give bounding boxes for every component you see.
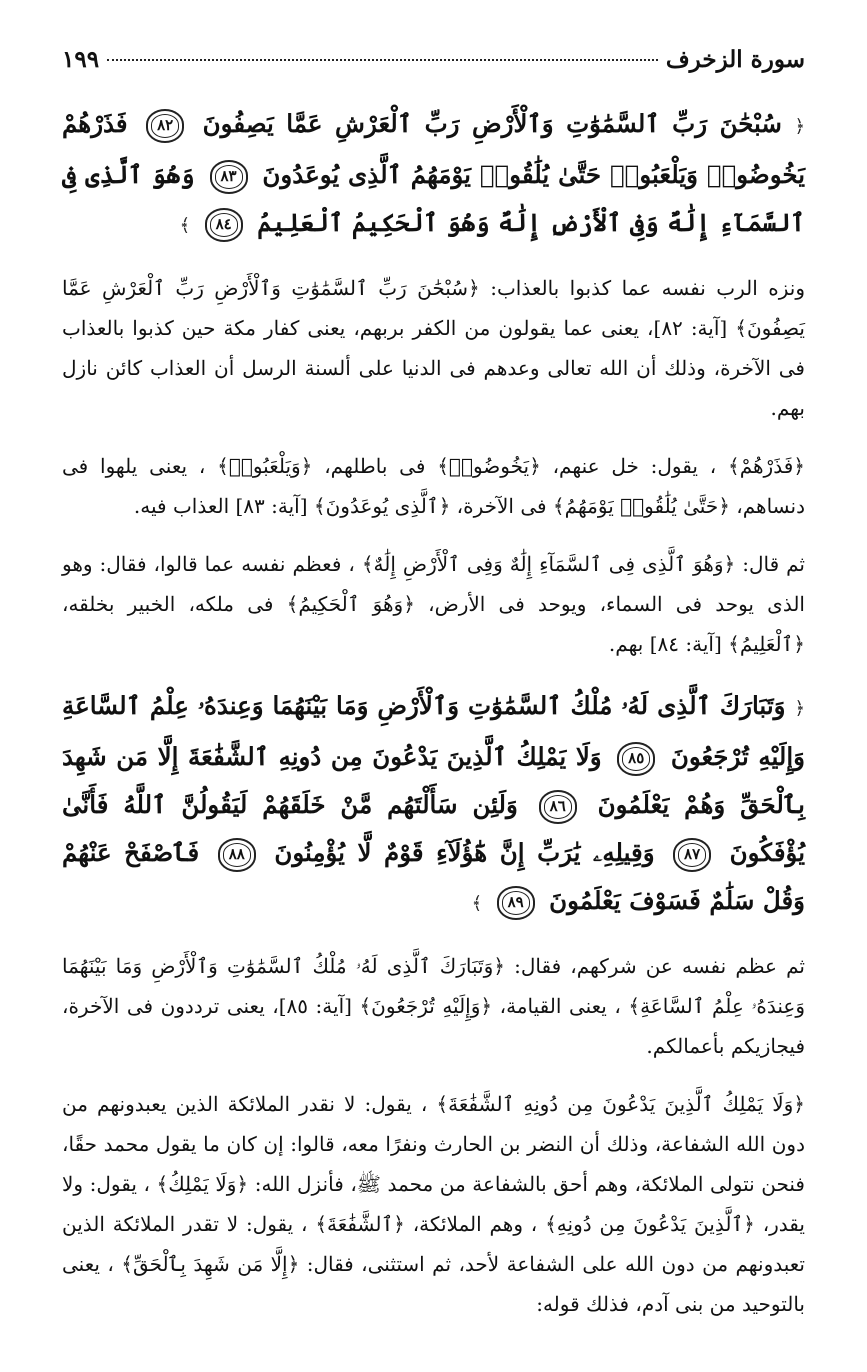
quran-verse-text: وَتَبَارَكَ ٱلَّذِى لَهُۥ مُلْكُ ٱلسَّمَٰوَٰتِ وَٱلْأَرْضِ وَمَا بَيْنَهُمَا وَعِندَهُۥ عِلْمُ ٱلسَّاعَةِ وَإِلَيْهِ تُرْجَعُونَ — [62, 691, 805, 771]
quran-verse-text: وَلَا يَمْلِكُ ٱلَّذِينَ يَدْعُونَ مِن دُونِهِ ٱلشَّفَٰعَةَ إِلَّا مَن شَهِدَ بِٱلْحَقِّ وَهُمْ يَعْلَمُونَ — [62, 742, 805, 819]
ayah-number-marker: ٨٣ — [210, 160, 248, 194]
header-leader-dots — [107, 59, 658, 61]
tafsir-paragraph — [62, 1084, 805, 1324]
ornate-bracket: ﴿ — [794, 698, 805, 719]
ornate-bracket: ﴾ — [471, 893, 483, 914]
tafsir-paragraph — [62, 544, 805, 664]
ayah-number-marker: ٨٢ — [146, 109, 184, 143]
quran-verse-text: وَقِيلِهِۦ يَٰرَبِّ إِنَّ هَٰٓؤُلَآءِ قَوْمٌ لَّا يُؤْمِنُونَ — [274, 838, 655, 867]
page-number: ١٩٩ — [62, 46, 100, 73]
quran-verse-text: وَلَئِن سَأَلْتَهُم مَّنْ خَلَقَهُمْ لَيَقُولُنَّ ٱللَّهُ فَأَنَّىٰ يُؤْفَكُونَ — [62, 790, 806, 867]
ayah-number-marker: ٨٩ — [497, 886, 535, 920]
page-body — [62, 100, 805, 1342]
ayah-number-marker: ٨٨ — [218, 838, 256, 872]
tafsir-text: ثم قال: ﴿وَهُوَ ٱلَّذِى فِى ٱلسَّمَآءِ إِلَٰهٌ وَفِى ٱلْأَرْضِ إِلَٰهٌ﴾ ، فعظم نفسه عما قالوا، فقال: وهو الذى يوحد فى السماء، ويوحد فى الأرض، ﴿وَهُوَ ٱلْحَكِيمُ﴾ فى ملكه، الخبير بخلقه، ﴿ٱلْعَلِيمُ﴾ [آية: ٨٤] بهم. — [62, 552, 805, 656]
ayah-number-marker: ٨٧ — [673, 838, 711, 872]
quran-verse-text: فَذَرْهُمْ يَخُوضُوا۟ وَيَلْعَبُوا۟ حَتَّىٰ يُلَٰقُوا۟ يَوْمَهُمُ ٱلَّذِى يُوعَدُونَ — [62, 109, 806, 189]
ayah-number-marker: ٨٦ — [539, 790, 577, 824]
tafsir-text: ثم عظم نفسه عن شركهم، فقال: ﴿وَتَبَارَكَ ٱلَّذِى لَهُۥ مُلْكُ ٱلسَّمَٰوَٰتِ وَٱلْأَرْضِ وَمَا بَيْنَهُمَا وَعِندَهُۥ عِلْمُ ٱلسَّاعَةِ﴾ ، يعنى القيامة، ﴿وَإِلَيْهِ تُرْجَعُونَ﴾ [آية: ٨٥]، يعنى ترددون فى الآخرة، فيجازيكم بأعمالكم. — [62, 954, 805, 1058]
quran-verse-text: فَٱصْفَحْ عَنْهُمْ وَقُلْ سَلَٰمٌ فَسَوْفَ يَعْلَمُونَ — [62, 838, 805, 915]
ayah-number-marker: ٨٤ — [205, 208, 243, 242]
tafsir-text: ﴿فَذَرْهُمْ﴾ ، يقول: خل عنهم، ﴿يَخُوضُوا۟﴾ فى باطلهم، ﴿وَيَلْعَبُوا۟﴾ ، يعنى يلهوا فى دنساهم، ﴿حَتَّىٰ يُلَٰقُوا۟ يَوْمَهُمُ﴾ فى الآخرة، ﴿ٱلَّذِى يُوعَدُونَ﴾ [آية: ٨٣] العذاب فيه. — [62, 454, 805, 518]
surah-title: سورة الزخرف — [665, 46, 805, 73]
ornate-bracket: ﴿ — [794, 116, 806, 137]
quran-verse-text: سُبْحَٰنَ رَبِّ ٱلسَّمَٰوَٰتِ وَٱلْأَرْضِ رَبِّ ٱلْعَرْشِ عَمَّا يَصِفُونَ — [202, 109, 782, 138]
ornate-bracket: ﴾ — [179, 215, 191, 236]
tafsir-text: ﴿وَلَا يَمْلِكُ ٱلَّذِينَ يَدْعُونَ مِن دُونِهِ ٱلشَّفَٰعَةَ﴾ ، يقول: لا نقدر الملائكة الذين يعبدونهم من دون الله الشفاعة، وذلك أن النضر بن الحارث ونفرًا معه، قالوا: إن كان ما يقول محمد حقًا، فنحن نتولى الملائكة، وهم أحق بالشفاعة من محمد ﷺ، فأنزل الله: ﴿وَلَا يَمْلِكُ﴾ ، يقول: ولا يقدر، ﴿ٱلَّذِينَ يَدْعُونَ مِن دُونِهِ﴾ ، وهم الملائكة، ﴿ٱلشَّفَٰعَةَ﴾ ، يقول: لا تقدر الملائكة الذين تعبدونهم من دون الله على الشفاعة لأحد، ثم استثنى، فقال: ﴿إِلَّا مَن شَهِدَ بِٱلْحَقِّ﴾ ، يعنى بالتوحيد من بنى آدم، فذلك قوله: — [62, 1092, 805, 1316]
quran-verses-block — [62, 100, 805, 250]
tafsir-paragraph — [62, 946, 805, 1066]
tafsir-paragraph — [62, 268, 805, 428]
ayah-number-marker: ٨٥ — [617, 742, 655, 776]
quran-verse-text: وَهُوَ ٱلَّذِى فِى ٱلسَّمَآءِ إِلَٰهٌ وَفِى ٱلْأَرْضِ إِلَٰهٌ وَهُوَ ٱلْحَكِيمُ ٱلْعَلِيمُ — [62, 160, 805, 237]
tafsir-paragraph — [62, 446, 805, 526]
quran-verses-block — [62, 682, 805, 928]
tafsir-text: ونزه الرب نفسه عما كذبوا بالعذاب: ﴿سُبْحَٰنَ رَبِّ ٱلسَّمَٰوَٰتِ وَٱلْأَرْضِ رَبِّ ٱلْعَرْشِ عَمَّا يَصِفُونَ﴾ [آية: ٨٢]، يعنى عما يقولون من الكفر بربهم، يعنى كفار مكة حين كذبوا بالعذاب فى الآخرة، وذلك أن الله تعالى وعدهم فى الدنيا على ألسنة الرسل أن العذاب كائن نازل بهم. — [62, 276, 805, 420]
page-header — [62, 46, 805, 73]
